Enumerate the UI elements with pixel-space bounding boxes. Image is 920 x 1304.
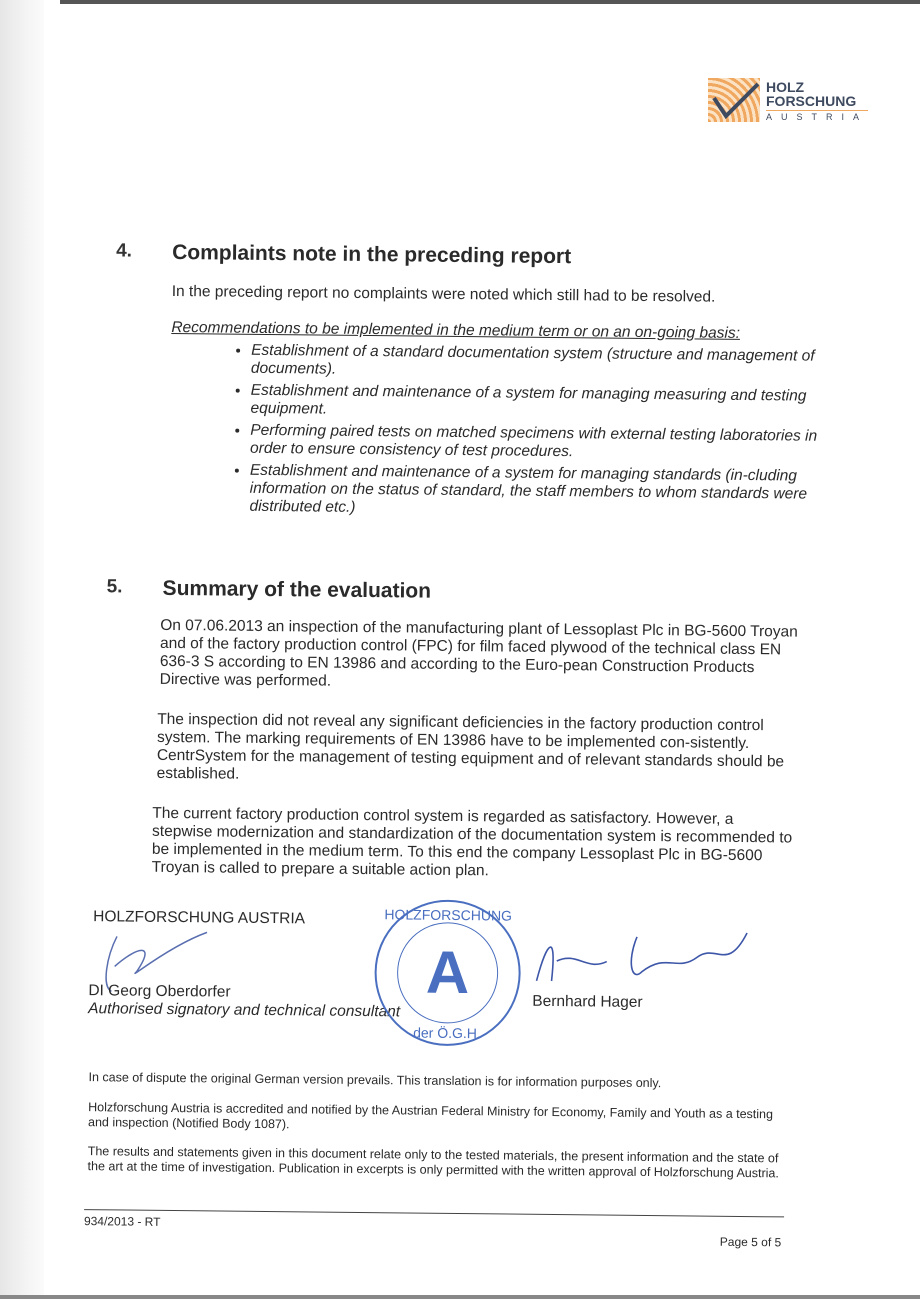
accreditation-stamp [372,897,524,1049]
section-title: Summary of the evaluation [162,576,432,603]
logo-text: AUSTRIA [766,112,869,122]
svg-text:der Ö.G.H.: der Ö.G.H. [413,1024,481,1042]
recommendations-heading: Recommendations to be implemented in the medium term or on an on-going basis: [171,318,741,342]
signature-hager [526,921,757,993]
list-item: • Establishment and maintenance of a system for managing measuring and testing equipment. [250,382,830,424]
signer-role: Authorised signatory and technical consultant [88,1000,401,1021]
signer-name: Bernhard Hager [532,992,643,1011]
section-title: Complaints note in the preceding report [172,240,572,269]
list-item: • Establishment and maintenance of a system for managing standards (in-cluding information on the status of standard, the staff members to whom standards were distributed etc.) [249,462,830,522]
organisation-name: HOLZFORSCHUNG AUSTRIA [93,908,306,928]
list-item: • Establishment of a standard documentation system (structure and management of documents). [251,342,831,384]
paragraph: On 07.06.2013 an inspection of the manufacturing plant of Lessoplast Plc in BG-5600 Troyan and of the factory production control (FPC) for film faced plywood of the technical class EN 636-3 S according to EN 13986 and according to the Euro-pean Construction Products Directive was performed. [159,616,798,690]
logo-text: HOLZ [766,79,805,95]
list-item: • Performing paired tests on matched specimens with external testing laboratories in order to ensure consistency of test procedures. [250,422,830,464]
recommendations-list [221,342,831,526]
footer-note: The results and statements given in this document relate only to the tested materials, the present information and the state of the art at the time of investigation. Publication in excerpts is only permitted with the written approval of Holzforschung Austria. [87,1144,779,1181]
logo-text: FORSCHUNG [766,93,857,109]
page-number: Page 5 of 5 [719,1234,782,1250]
section-number: 5. [106,576,123,598]
footer-note: In case of dispute the original German version prevails. This translation is for information purposes only. [88,1070,662,1091]
report-id: 934/2013 - RT [83,1214,161,1229]
scan-edge-bottom [0,1295,920,1299]
paragraph: In the preceding report no complaints were noted which still had to be resolved. [171,282,716,306]
paragraph: The current factory production control system is regarded as satisfactory. However, a stepwise modernization and standardization of the documentation system is recommended to be implemented in the medium term. To this end the company Lessoplast Plc in BG-5600 Troyan is called to prepare a suitable action plan. [151,804,793,880]
paragraph: The inspection did not reveal any significant deficiencies in the factory production control system. The marking requirements of EN 13986 have to be implemented con-sistently. CentrSystem for the management of testing equipment and of relevant standards should be established. [156,710,785,783]
svg-text:HOLZFORSCHUNG: HOLZFORSCHUNG [384,906,513,924]
section-number: 4. [116,240,133,262]
footer-rule [84,1209,784,1217]
svg-text:A: A [425,938,470,1007]
signer-name: DI Georg Oberdorfer [88,982,231,1001]
footer-note: Holzforschung Austria is accredited and notified by the Austrian Federal Ministry for Economy, Family and Youth as a testing and inspection (Notified Body 1087). [87,1100,774,1132]
